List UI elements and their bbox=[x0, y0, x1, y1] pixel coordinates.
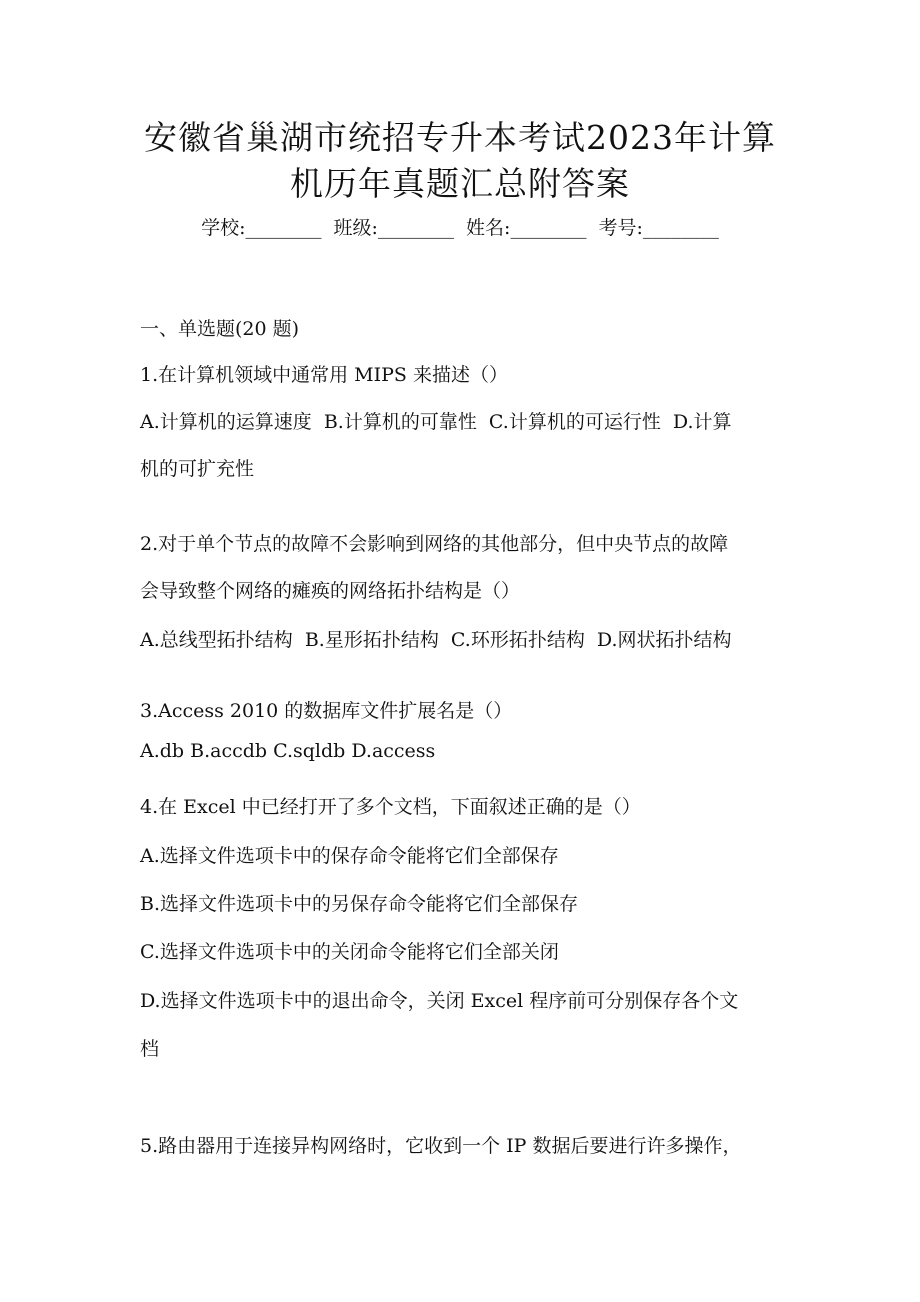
document-title-line-1: 安徽省巢湖市统招专升本考试2023年计算 bbox=[144, 118, 776, 157]
question-4-option-d: D.选择文件选项卡中的退出命令，关闭 Excel 程序前可分别保存各个文 bbox=[140, 990, 739, 1012]
question-2-stem-cont: 会导致整个网络的瘫痪的网络拓扑结构是（） bbox=[140, 580, 521, 602]
question-4-option-c: C.选择文件选项卡中的关闭命令能将它们全部关闭 bbox=[140, 941, 559, 963]
question-5-stem: 5.路由器用于连接异构网络时，它收到一个 IP 数据后要进行许多操作， bbox=[140, 1135, 742, 1157]
question-3-options: A.db B.accdb C.sqldb D.access bbox=[140, 740, 436, 762]
question-4-option-b: B.选择文件选项卡中的另保存命令能将它们全部保存 bbox=[140, 893, 579, 915]
question-4-option-a: A.选择文件选项卡中的保存命令能将它们全部保存 bbox=[140, 845, 559, 867]
question-1-stem: 1.在计算机领域中通常用 MIPS 来描述（） bbox=[140, 364, 508, 386]
question-1-options: A.计算机的运算速度 B.计算机的可靠性 C.计算机的可运行性 D.计算 bbox=[140, 411, 732, 433]
document-title-line-2: 机历年真题汇总附答案 bbox=[290, 164, 630, 203]
question-2-options: A.总线型拓扑结构 B.星形拓扑结构 C.环形拓扑结构 D.网状拓扑结构 bbox=[140, 629, 732, 651]
student-info-fields: 学校:________ 班级:________ 姓名:________ 考号:________ bbox=[201, 217, 719, 239]
question-3-stem: 3.Access 2010 的数据库文件扩展名是（） bbox=[140, 700, 513, 722]
question-4-stem: 4.在 Excel 中已经打开了多个文档，下面叙述正确的是（） bbox=[140, 796, 641, 818]
question-2-stem: 2.对于单个节点的故障不会影响到网络的其他部分，但中央节点的故障 bbox=[140, 533, 729, 555]
question-4-option-d-cont: 档 bbox=[140, 1038, 160, 1060]
question-1-options-cont: 机的可扩充性 bbox=[140, 458, 255, 480]
section-heading: 一、单选题(20 题) bbox=[140, 318, 300, 340]
